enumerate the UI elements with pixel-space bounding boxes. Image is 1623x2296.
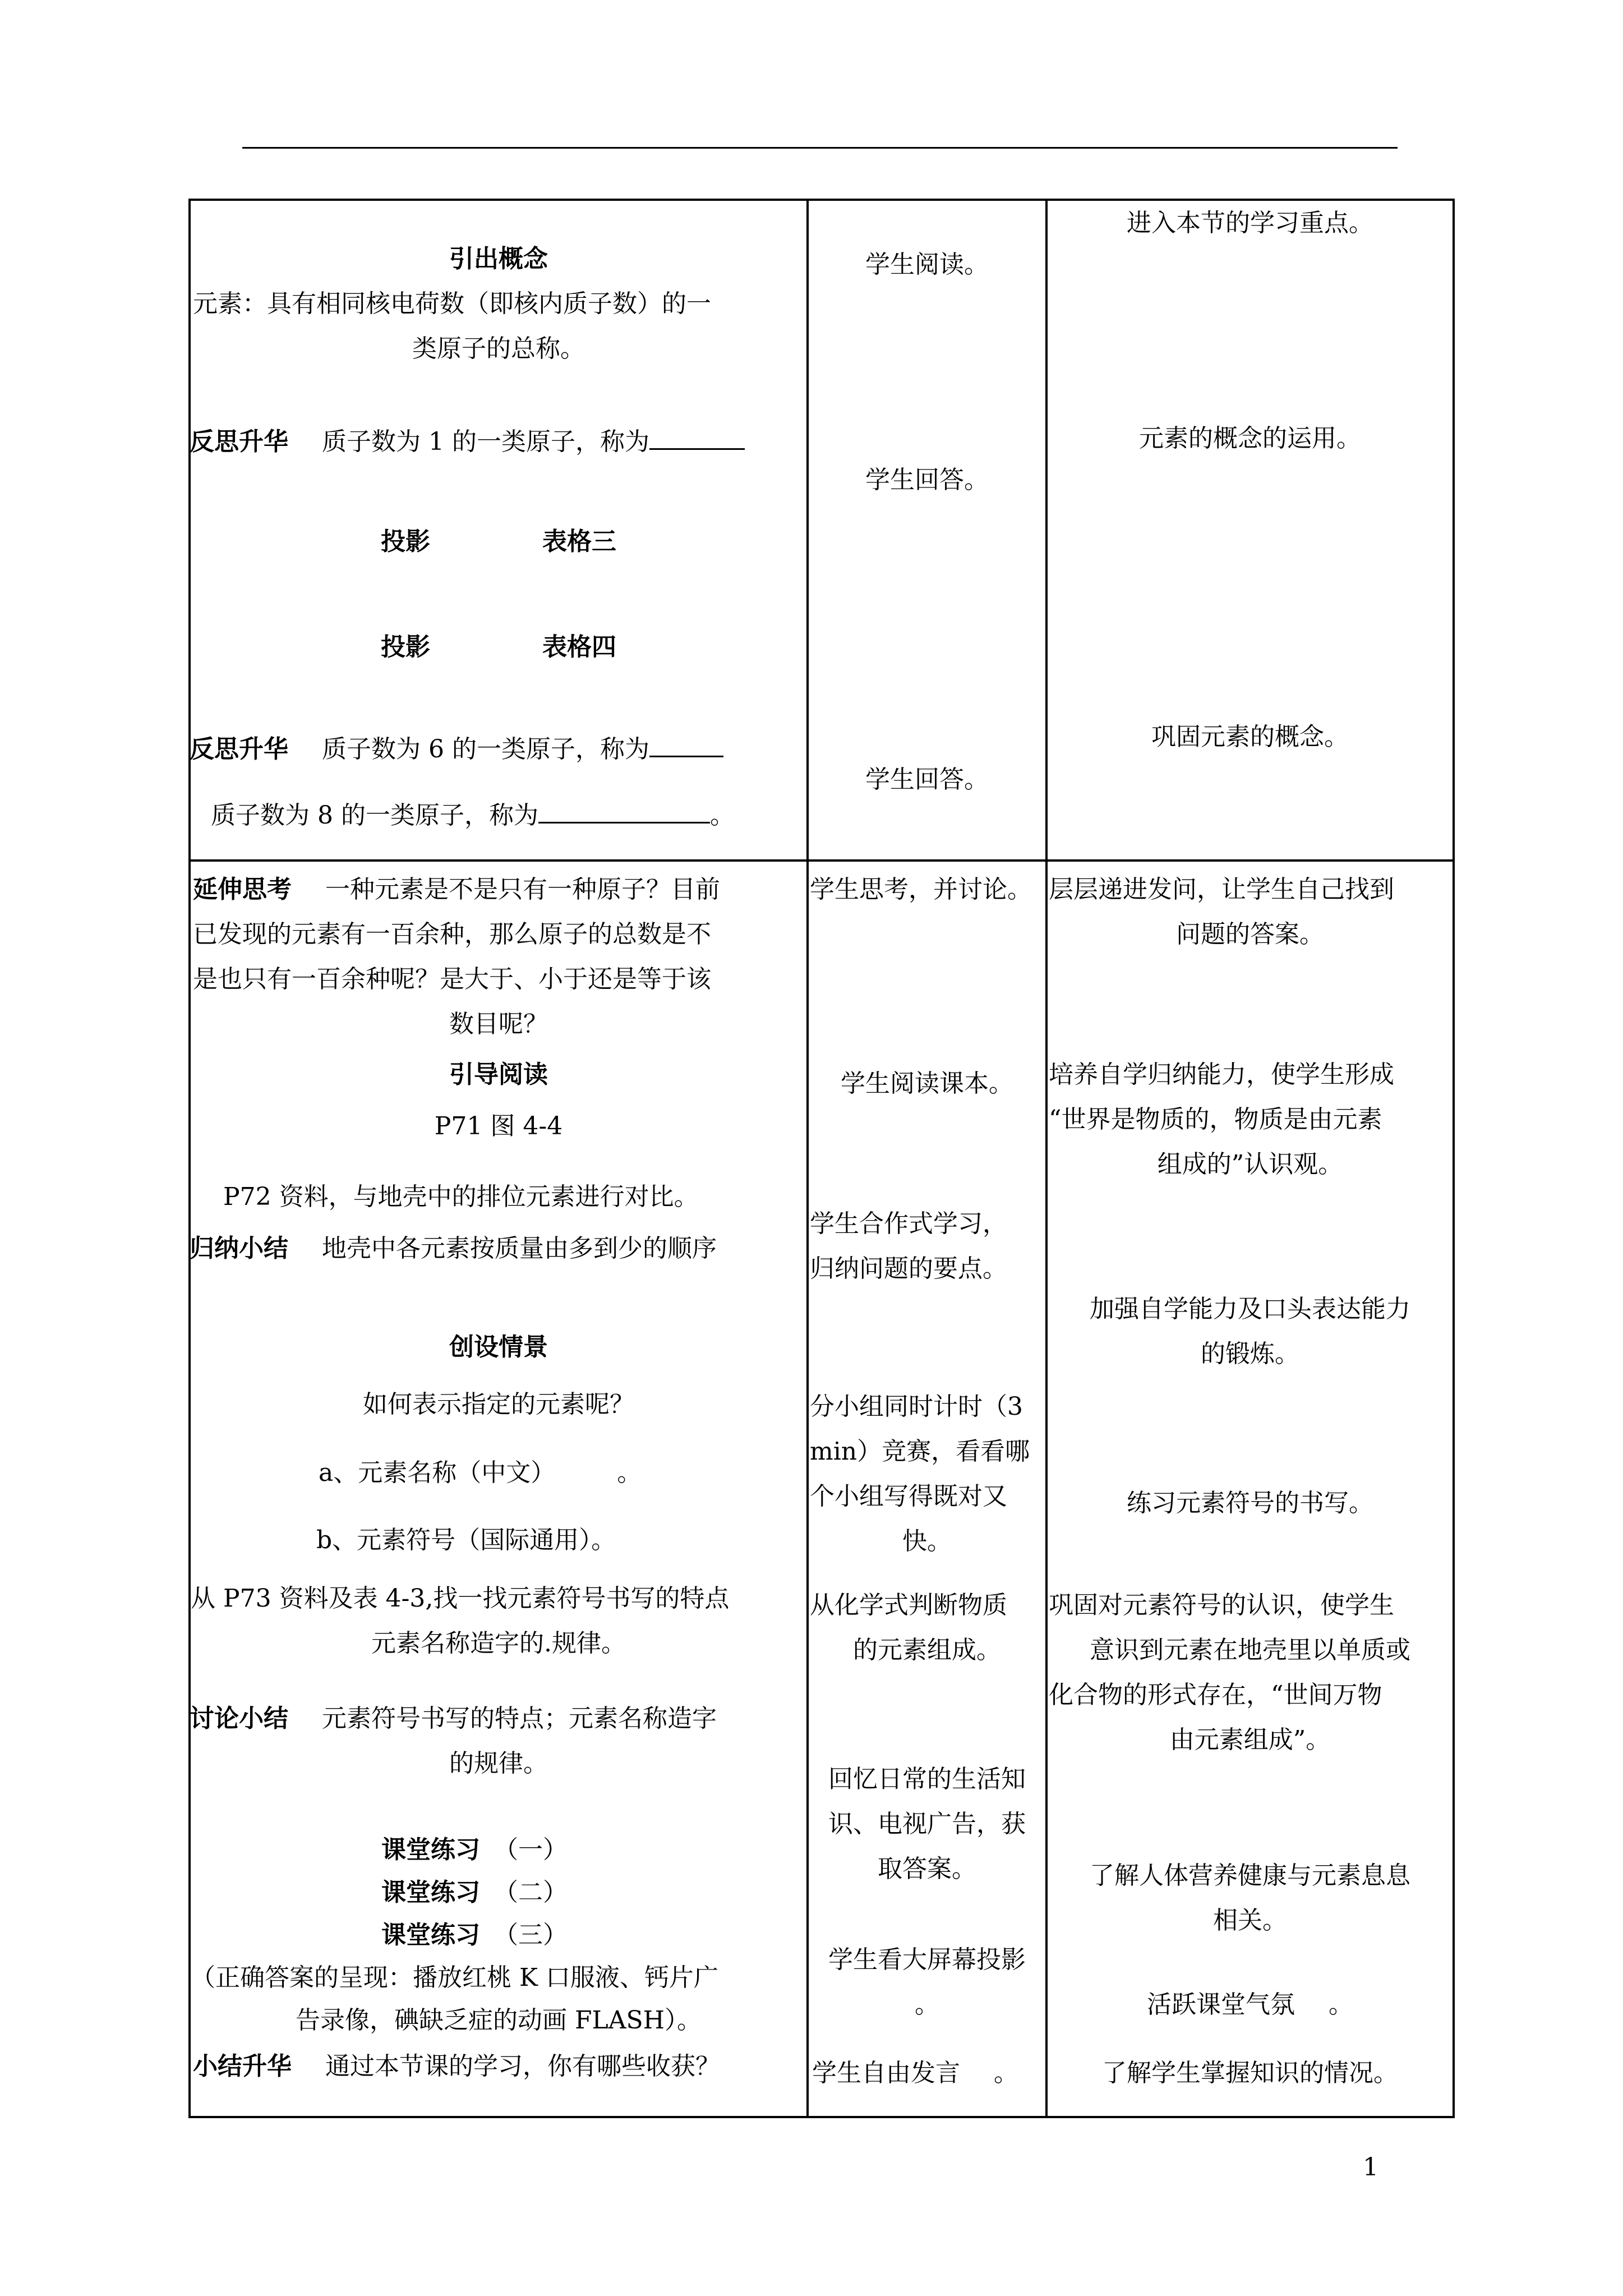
period: 。	[994, 2059, 1018, 2087]
summary	[190, 1228, 717, 1269]
reflect-text: 质子数为 6 的一类原子，称为	[322, 735, 649, 763]
strengthen-line-1: 加强自学能力及口头表达能力	[1090, 1295, 1410, 1323]
header-rule	[242, 147, 1398, 149]
exercise-label: 课堂练习	[381, 1921, 480, 1949]
summary-text: 地壳中各元素按质量由多到少的顺序	[322, 1234, 717, 1263]
extend-line-2: 已发现的元素有一百余种，那么原子的总数是不	[193, 920, 711, 949]
nutrition-line-2: 相关。	[1213, 1906, 1287, 1935]
answer-blank	[649, 733, 723, 757]
answers-line-2: 告录像，碘缺乏症的动画 FLASH）。	[295, 2006, 702, 2035]
train-line-2: “世界是物质的，物质是由元素	[1049, 1105, 1382, 1134]
reflect-label: 反思升华	[190, 735, 288, 763]
table-border-left	[188, 199, 191, 2118]
discuss-label: 讨论小结	[190, 1704, 288, 1733]
p73-line-1: 从 P73 资料及表 4-3,找一找元素符号书写的特点	[191, 1584, 730, 1613]
lively	[1048, 1985, 1453, 2025]
recog-line-4: 由元素组成”。	[1169, 1726, 1331, 1754]
extend-thinking	[193, 869, 720, 910]
nutrition-line-1: 了解人体营养健康与元素息息	[1090, 1861, 1410, 1890]
page-number: 1	[1363, 2153, 1378, 2182]
student-answer-2: 学生回答。	[865, 765, 989, 794]
group-line-2: min）竞赛，看看哪	[810, 1437, 1030, 1466]
answer-blank	[649, 426, 745, 450]
p73-line-2: 元素名称造字的.规律。	[371, 1629, 626, 1658]
discuss	[190, 1699, 717, 1739]
student-answer-1: 学生回答。	[865, 466, 989, 494]
reflect-2-line-2	[211, 795, 735, 836]
group-line-3: 个小组写得既对又	[810, 1482, 1007, 1511]
group-line-4: 快。	[902, 1527, 952, 1556]
extend-line-3: 是也只有一百余种呢？是大于、小于还是等于该	[193, 965, 711, 993]
definition-line-2: 类原子的总称。	[412, 334, 585, 363]
exercise-1	[381, 1830, 568, 1870]
exercise-number: （二）	[494, 1878, 568, 1907]
mastery: 了解学生掌握知识的情况。	[1102, 2059, 1398, 2087]
period: 。	[1329, 1990, 1353, 2019]
period: 。	[617, 1458, 642, 1487]
p72-material: P72 资料，与地壳中的排位元素进行对比。	[223, 1182, 699, 1211]
projection-label: 投影	[381, 633, 430, 661]
extend-label: 延伸思考	[193, 875, 292, 904]
recog-line-3: 化合物的形式存在，“世间万物	[1049, 1681, 1382, 1709]
intent-apply: 元素的概念的运用。	[1139, 424, 1361, 453]
projection-line-1	[191, 522, 806, 562]
exercise-3	[381, 1915, 568, 1955]
heading-scene: 创设情景	[449, 1333, 548, 1361]
exercise-number: （三）	[494, 1921, 568, 1949]
lively-text: 活跃课堂气氛	[1147, 1990, 1295, 2019]
layer-line-2: 问题的答案。	[1176, 920, 1324, 949]
projection-line-2	[191, 627, 806, 668]
heading-intro-concept: 引出概念	[449, 245, 548, 273]
recall-line-3: 取答案。	[878, 1855, 976, 1883]
item-b: b、元素符号（国际通用）。	[316, 1526, 616, 1554]
student-speak	[812, 2053, 1018, 2093]
exercise-number: （一）	[494, 1835, 568, 1864]
student-read-book: 学生阅读课本。	[841, 1069, 1013, 1098]
student-think: 学生思考，并讨论。	[810, 875, 1032, 904]
table-border-bottom	[188, 2116, 1455, 2118]
reflect-text: 质子数为 8 的一类原子，称为	[211, 801, 538, 830]
extend-text: 一种元素是不是只有一种原子？目前	[325, 875, 720, 904]
table-border-top	[188, 199, 1455, 201]
recall-line-1: 回忆日常的生活知	[828, 1765, 1026, 1793]
reflect-label: 反思升华	[190, 427, 288, 456]
final-label: 小结升华	[193, 2052, 292, 2081]
coop-line-1: 学生合作式学习，	[810, 1209, 1007, 1238]
lesson-plan-table	[188, 199, 1455, 2118]
p71-figure: P71 图 4-4	[434, 1112, 563, 1140]
row-divider	[188, 859, 1455, 862]
scene-question: 如何表示指定的元素呢？	[363, 1390, 634, 1419]
final-text: 通过本节课的学习，你有哪些收获？	[325, 2052, 720, 2081]
extend-line-4: 数目呢？	[449, 1010, 548, 1038]
student-read: 学生阅读。	[865, 250, 989, 279]
item-a-text: a、元素名称（中文）	[319, 1458, 556, 1487]
train-line-3: 组成的”认识观。	[1157, 1150, 1343, 1179]
table-border-right	[1453, 199, 1455, 2118]
layer-line-1: 层层递进发问，让学生自己找到	[1049, 875, 1394, 904]
summary-label: 归纳小结	[190, 1234, 288, 1263]
definition-line-1: 元素：具有相同核电荷数（即核内质子数）的一	[193, 289, 711, 318]
projection-table: 表格四	[542, 633, 616, 661]
practice: 练习元素符号的书写。	[1127, 1489, 1373, 1517]
period: 。	[709, 801, 735, 830]
discuss-text: 元素符号书写的特点；元素名称造字	[322, 1704, 717, 1733]
reflect-text: 质子数为 1 的一类原子，称为	[322, 427, 649, 456]
coop-line-2: 归纳问题的要点。	[810, 1254, 1007, 1283]
screen-line-2: 。	[915, 1990, 939, 2019]
speak-text: 学生自由发言	[812, 2059, 960, 2087]
heading-guided-reading: 引导阅读	[449, 1060, 548, 1089]
intent-key-point: 进入本节的学习重点。	[1127, 209, 1373, 237]
answers-line-1: （正确答案的呈现：播放红桃 K 口服液、钙片广	[191, 1963, 718, 1992]
reflect-1	[190, 422, 745, 462]
screen-line-1: 学生看大屏幕投影	[828, 1945, 1026, 1974]
discuss-line-2: 的规律。	[449, 1749, 548, 1778]
recog-line-2: 意识到元素在地壳里以单质或	[1090, 1636, 1410, 1664]
exercise-2	[381, 1872, 568, 1913]
formula-line-2: 的元素组成。	[853, 1636, 1001, 1664]
projection-label: 投影	[381, 527, 430, 556]
exercise-label: 课堂练习	[381, 1878, 480, 1907]
exercise-label: 课堂练习	[381, 1835, 480, 1864]
group-line-1: 分小组同时计时（3	[810, 1392, 1023, 1421]
recall-line-2: 识、电视广告，获	[828, 1810, 1026, 1838]
recog-line-1: 巩固对元素符号的认识，使学生	[1049, 1591, 1394, 1619]
item-a	[319, 1453, 642, 1493]
answer-blank	[538, 799, 710, 823]
final-summary	[193, 2046, 720, 2087]
intent-consolidate: 巩固元素的概念。	[1151, 723, 1349, 751]
projection-table: 表格三	[542, 527, 616, 556]
train-line-1: 培养自学归纳能力，使学生形成	[1049, 1060, 1394, 1089]
strengthen-line-2: 的锻炼。	[1201, 1340, 1299, 1368]
formula-line-1: 从化学式判断物质	[810, 1591, 1007, 1619]
reflect-2	[190, 729, 723, 770]
